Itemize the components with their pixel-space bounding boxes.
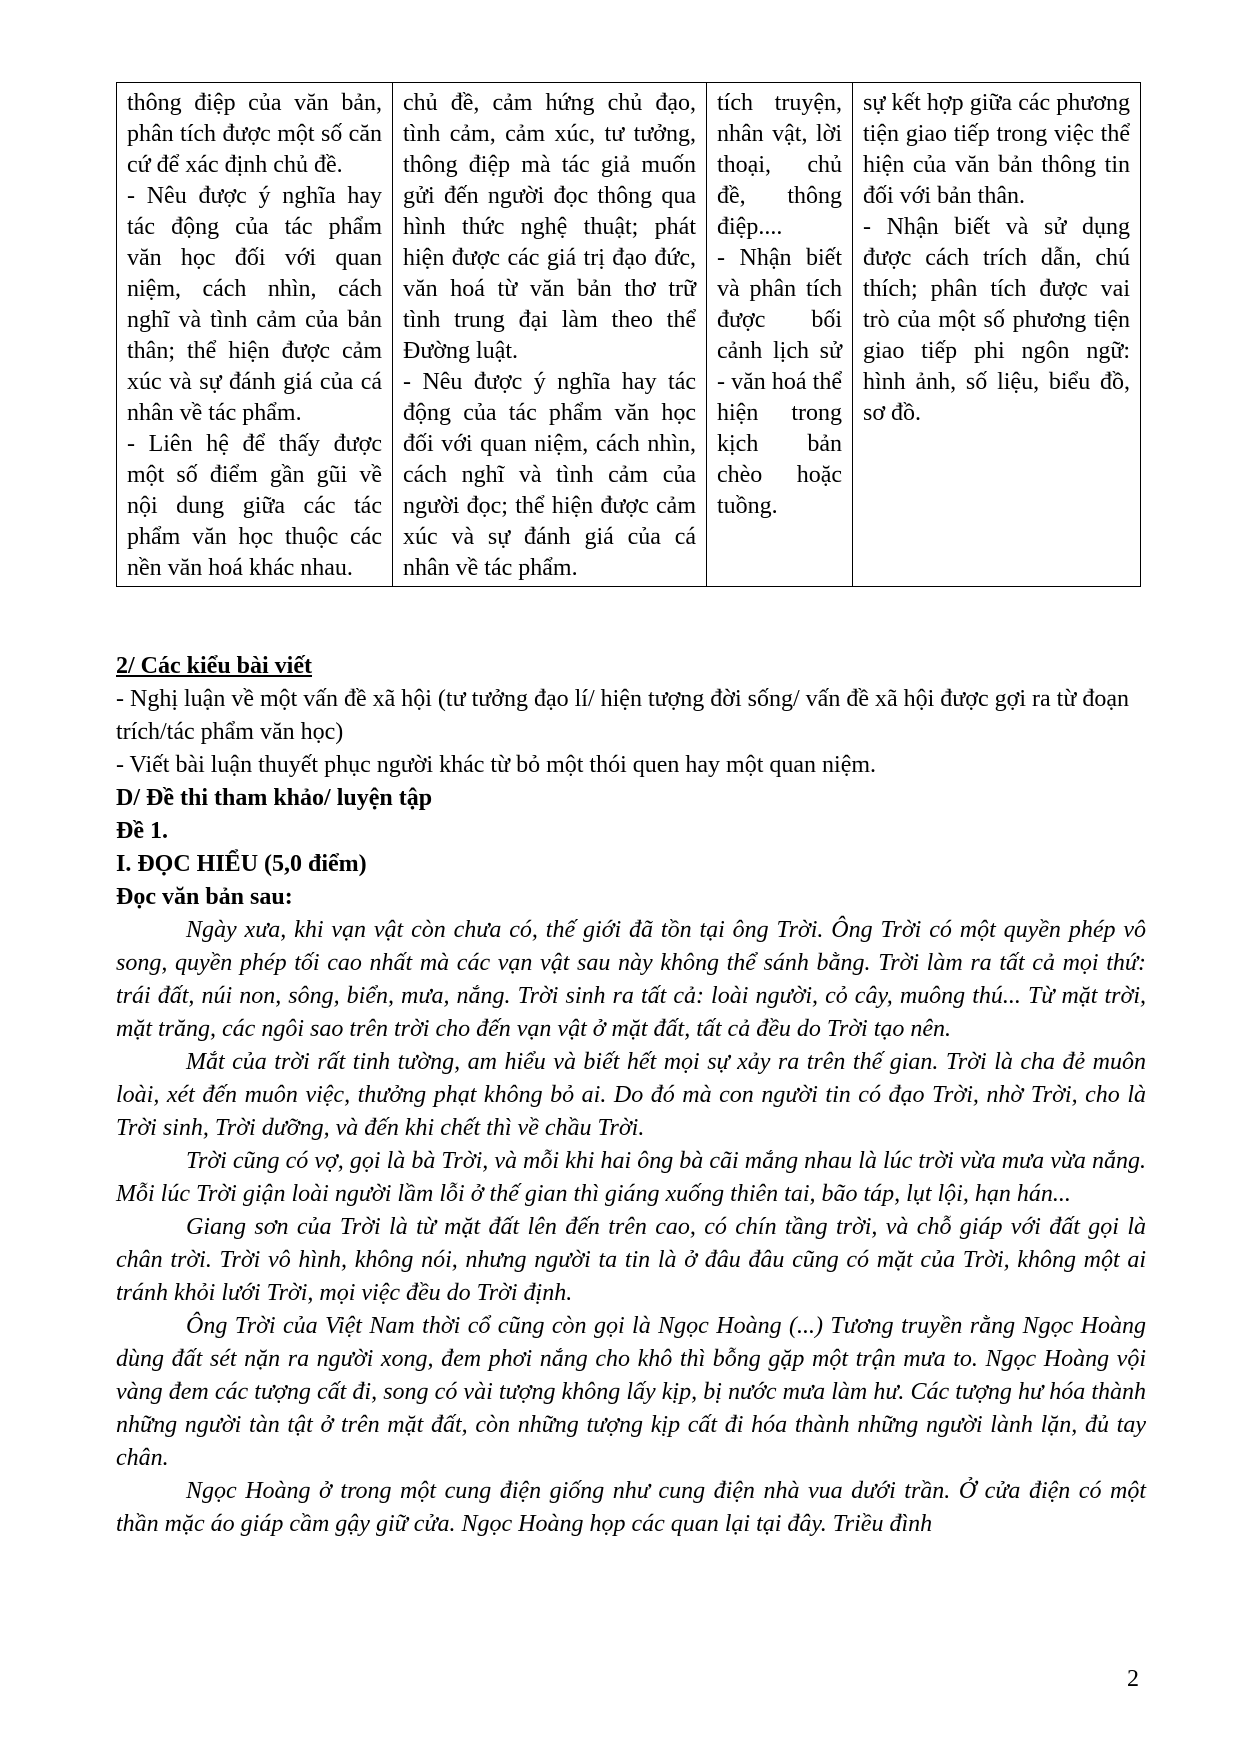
- passage-paragraph: Trời cũng có vợ, gọi là bà Trời, và mỗi khi hai ông bà cãi mắng nhau là lúc trời vừa mưa vừa nắng. Mỗi lúc Trời giận loài người lầm lỗi ở thế gian thì giáng xuống thiên tai, bão táp, lụt lội, hạn hán...: [116, 1148, 1146, 1207]
- requirements-table: [116, 82, 1141, 587]
- passage-paragraph: Mắt của trời rất tinh tường, am hiểu và biết hết mọi sự xảy ra trên thế gian. Trời là cha đẻ muôn loài, xét đến muôn việc, thưởng phạt không bỏ ai. Do đó mà con người tin có đạo Trời, nhờ Trời, cho là Trời sinh, Trời dưỡng, và đến khi chết thì về chầu Trời.: [116, 1049, 1146, 1141]
- cell-paragraph: - Nhận biết và phân tích được bối cảnh lịch sử - văn hoá thể hiện trong kịch bản chèo hoặc tuồng.: [717, 245, 842, 519]
- cell-paragraph: - Nêu được ý nghĩa hay tác động của tác phẩm văn học đối với quan niệm, cách nhìn, cách nghĩ và tình cảm của bản thân; thể hiện được cảm xúc và sự đánh giá của cá nhân về tác phẩm.: [127, 183, 382, 426]
- writing-types-heading: 2/ Các kiểu bài viết: [116, 653, 312, 679]
- document-body: [116, 650, 1146, 1541]
- writing-type-item: - Viết bài luận thuyết phục người khác từ bỏ một thói quen hay một quan niệm.: [116, 752, 877, 778]
- reading-instruction: Đọc văn bản sau:: [116, 884, 293, 910]
- cell-paragraph: sự kết hợp giữa các phương tiện giao tiếp trong việc thể hiện của văn bản thông tin đối với bản thân.: [863, 90, 1130, 209]
- cell-paragraph: tích truyện, nhân vật, lời thoại, chủ đề, thông điệp....: [717, 90, 842, 240]
- passage-paragraph: Giang sơn của Trời là từ mặt đất lên đến trên cao, có chín tầng trời, và chỗ giáp với đất gọi là chân trời. Trời vô hình, không nói, nhưng người ta tin là ở đâu đâu cũng có mặt của Trời, không một ai tránh khỏi lưới Trời, mọi việc đều do Trời định.: [116, 1214, 1146, 1306]
- table-cell-col-1: [117, 83, 393, 587]
- passage-paragraph: Ông Trời của Việt Nam thời cổ cũng còn gọi là Ngọc Hoàng (...) Tương truyền rằng Ngọc Hoàng dùng đất sét nặn ra người xong, đem phơi nắng cho khô thì bỗng gặp một trận mưa to. Ngọc Hoàng vội vàng đem các tượng cất đi, song có vài tượng không lấy kịp, bị nước mưa làm hư. Các tượng hư hóa thành những người tàn tật ở trên mặt đất, còn những tượng kịp cất đi hóa thành những người lành lặn, đủ tay chân.: [116, 1313, 1146, 1471]
- table-cell-col-2: [393, 83, 707, 587]
- passage-paragraph: Ngọc Hoàng ở trong một cung điện giống như cung điện nhà vua dưới trần. Ở cửa điện có một thần mặc áo giáp cầm gậy giữ cửa. Ngọc Hoàng họp các quan lại tại đây. Triều đình: [116, 1478, 1146, 1537]
- reading-passage: [116, 914, 1146, 1541]
- cell-paragraph: - Liên hệ để thấy được một số điểm gần gũi về nội dung giữa các tác phẩm văn học thuộc các nền văn hoá khác nhau.: [127, 431, 382, 581]
- table-row: [117, 83, 1141, 587]
- cell-paragraph: - Nhận biết và sử dụng được cách trích dẫn, chú thích; phân tích được vai trò của một số phương tiện giao tiếp phi ngôn ngữ: hình ảnh, số liệu, biểu đồ, sơ đồ.: [863, 214, 1130, 426]
- table-cell-col-3: [707, 83, 853, 587]
- page-number: 2: [1127, 1666, 1139, 1692]
- passage-paragraph: Ngày xưa, khi vạn vật còn chưa có, thế giới đã tồn tại ông Trời. Ông Trời có một quyền phép vô song, quyền phép tối cao nhất mà các vạn vật sau này không thể sánh bằng. Trời làm ra tất cả mọi thứ: trái đất, núi non, sông, biển, mưa, nắng. Trời sinh ra tất cả: loài người, cỏ cây, muông thú... Từ mặt trời, mặt trăng, các ngôi sao trên trời cho đến vạn vật ở mặt đất, tất cả đều do Trời tạo nên.: [116, 917, 1146, 1042]
- table-cell-col-4: [853, 83, 1141, 587]
- cell-paragraph: - Nêu được ý nghĩa hay tác động của tác phẩm văn học đối với quan niệm, cách nhìn, cách nghĩ và tình cảm của người đọc; thể hiện được cảm xúc và sự đánh giá của cá nhân về tác phẩm.: [403, 369, 696, 581]
- exam-title: Đề 1.: [116, 818, 168, 844]
- cell-paragraph: thông điệp của văn bản, phân tích được một số căn cứ để xác định chủ đề.: [127, 90, 382, 178]
- cell-paragraph: chủ đề, cảm hứng chủ đạo, tình cảm, cảm xúc, tư tưởng, thông điệp mà tác giả muốn gửi đến người đọc thông qua hình thức nghệ thuật; phát hiện được các giá trị đạo đức, văn hoá từ văn bản thơ trữ tình trung đại làm theo thể Đường luật.: [403, 90, 696, 364]
- reading-part-heading: I. ĐỌC HIỂU (5,0 điểm): [116, 851, 367, 877]
- exam-section-heading: D/ Đề thi tham khảo/ luyện tập: [116, 785, 433, 811]
- writing-type-item: - Nghị luận về một vấn đề xã hội (tư tưởng đạo lí/ hiện tượng đời sống/ vấn đề xã hội được gợi ra từ đoạn trích/tác phẩm văn học): [116, 686, 1129, 745]
